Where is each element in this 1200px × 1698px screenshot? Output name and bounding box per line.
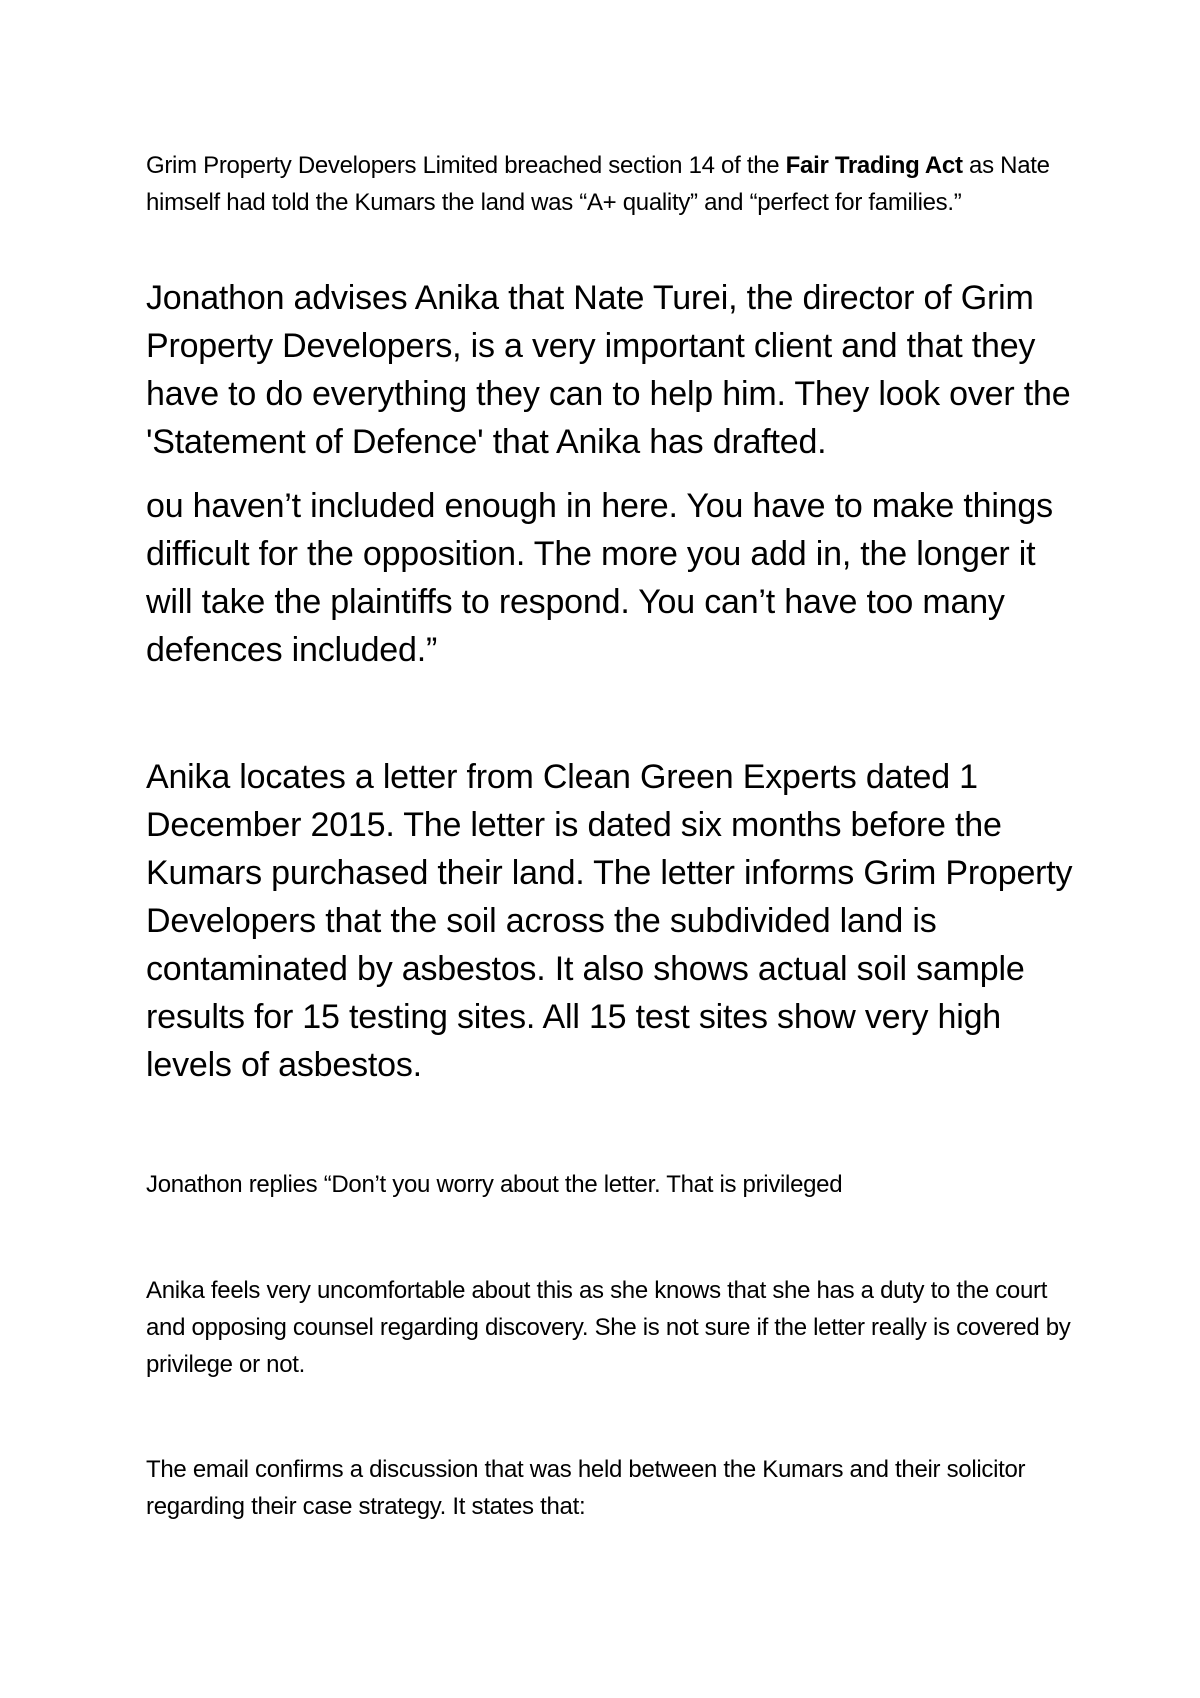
paragraph-email-confirms: The email confirms a discussion that was held between the Kumars and their solicitor regarding their case strategy. It states that:	[146, 1456, 1026, 1520]
act-name-bold: Fair Trading Act	[785, 152, 963, 179]
paragraph-jonathon-advises: Jonathon advises Anika that Nate Turei, the director of Grim Property Developers, is a very important client and that they have to do everything they can to help him. They look over the 'Statement of Defence' that Anika has drafted.	[146, 279, 1071, 461]
paragraph-quote-defences: ou haven’t included enough in here. You have to make things difficult for the opposition. The more you add in, the longer it will take the plaintiffs to respond. You can’t have too many defences included.”	[146, 487, 1053, 669]
paragraph-anika-uncomfortable: Anika feels very uncomfortable about this as she knows that she has a duty to the court and opposing counsel regarding discovery. She is not sure if the letter really is covered by privilege or not.	[146, 1277, 1071, 1378]
paragraph-text-end: as Nate himself had told the Kumars the land was “A+ quality” and “perfect for families.”	[146, 152, 1050, 216]
paragraph-asbestos-letter: Anika locates a letter from Clean Green Experts dated 1 December 2015. The letter is dated six months before the Kumars purchased their land. The letter informs Grim Property Developers that the soil across the subdivided land is contaminated by asbestos. It also shows actual soil sample results for 15 testing sites. All 15 test sites show very high levels of asbestos.	[146, 758, 1073, 1084]
paragraph-fair-trading-act	[146, 147, 1076, 221]
paragraph-jonathon-replies: Jonathon replies “Don’t you worry about the letter. That is privileged	[146, 1171, 843, 1198]
paragraph-text-start: Grim Property Developers Limited breached section 14 of the	[146, 152, 786, 179]
